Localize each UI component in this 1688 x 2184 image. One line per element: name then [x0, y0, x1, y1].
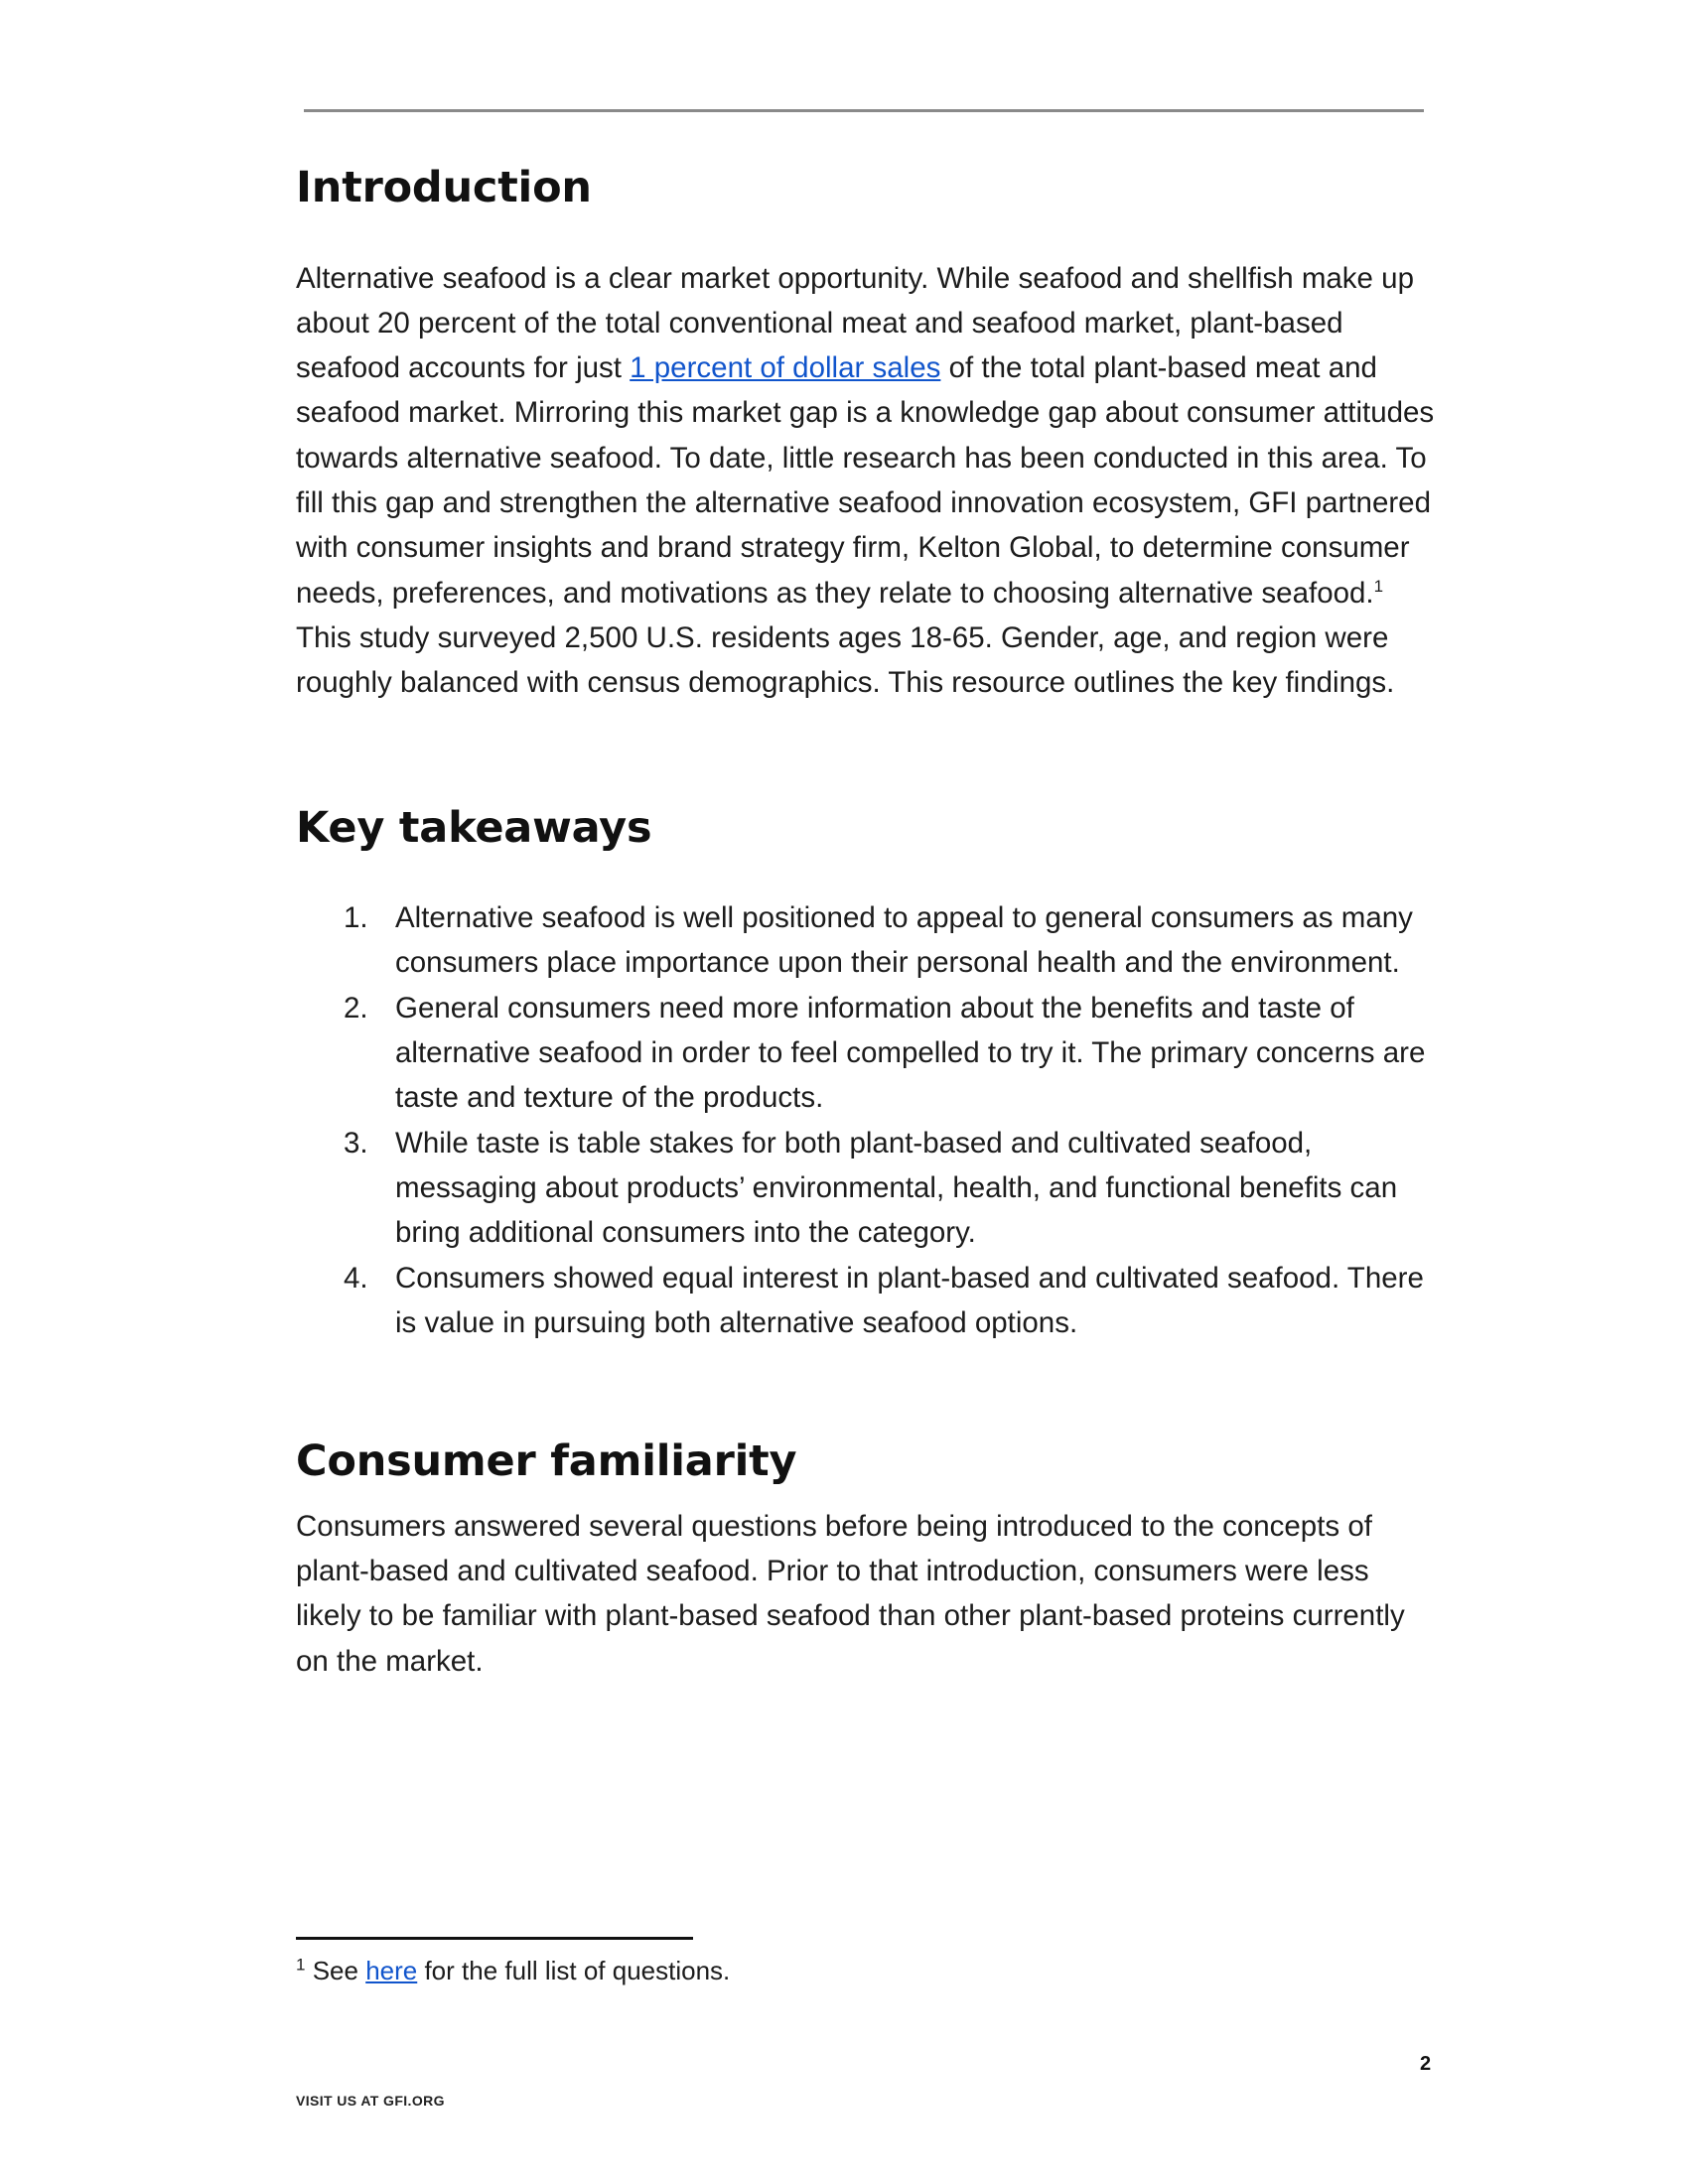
- footnote-divider: [296, 1937, 693, 1940]
- introduction-text-part-1: Alternative seafood is a clear market opportunity. While seafood and shellfish make up about 20 percent of the total conventional meat and seafood market, plant-based seafood accounts for just: [296, 261, 1414, 385]
- introduction-heading: Introduction: [296, 163, 592, 212]
- list-item-number: 4.: [344, 1261, 368, 1295]
- consumer-familiarity-paragraph: Consumers answered several questions before being introduced to the concepts of plant-based and cultivated seafood. Prior to that introduction, consumers were less likely to be familiar with plant-based seafood than other plant-based proteins currently on the market.: [296, 1509, 1405, 1678]
- footnote-text-part-2: for the full list of questions.: [417, 1956, 731, 1985]
- dollar-sales-link[interactable]: 1 percent of dollar sales: [630, 351, 941, 385]
- page-number: 2: [1420, 2053, 1432, 2075]
- footer-website: VISIT US AT GFI.ORG: [296, 2093, 445, 2109]
- list-item-text: General consumers need more information about the benefits and taste of alternative seafood in order to feel compelled to try it. The primary concerns are taste and texture of the products.: [395, 991, 1426, 1115]
- list-item: [344, 1256, 1438, 1346]
- consumer-familiarity-heading: Consumer familiarity: [296, 1436, 797, 1487]
- questions-here-link[interactable]: here: [365, 1956, 418, 1985]
- list-item-number: 2.: [344, 991, 368, 1024]
- footnote-marker: 1: [296, 1955, 306, 1975]
- list-item-text: Alternative seafood is well positioned to appeal to general consumers as many consumers place importance upon their personal health and the environment.: [395, 901, 1413, 980]
- list-item-number: 1.: [344, 901, 368, 935]
- list-item: [344, 986, 1438, 1121]
- list-item-text: While taste is table stakes for both plant-based and cultivated seafood, messaging about products’ environmental, health, and functional benefits can bring additional consumers into the category.: [395, 1126, 1398, 1250]
- list-item: [344, 895, 1438, 986]
- key-takeaways-heading: Key takeaways: [296, 802, 652, 853]
- introduction-text-part-3: This study surveyed 2,500 U.S. residents ages 18-65. Gender, age, and region were roughly balanced with census demographics. This resource outlines the key findings.: [296, 620, 1395, 700]
- header-divider: [304, 109, 1424, 112]
- footnote-text-part-1: See: [305, 1956, 366, 1985]
- list-item: [344, 1121, 1438, 1256]
- introduction-paragraph: [296, 256, 1438, 706]
- list-item-text: Consumers showed equal interest in plant-based and cultivated seafood. There is value in pursuing both alternative seafood options.: [395, 1261, 1424, 1339]
- footnote: [296, 1954, 730, 1987]
- list-item-number: 3.: [344, 1126, 368, 1160]
- introduction-text-part-2: of the total plant-based meat and seafood market. Mirroring this market gap is a knowledge gap about consumer attitudes towards alternative seafood. To date, little research has been conducted in this area. To fill this gap and strengthen the alternative seafood innovation ecosystem, GFI partnered with consumer insights and brand strategy firm, Kelton Global, to determine consumer needs, preferences, and motivations as they relate to choosing alternative seafood.: [296, 351, 1435, 610]
- footnote-reference[interactable]: 1: [1373, 576, 1384, 596]
- key-takeaways-list: [296, 895, 1438, 1345]
- page-content: [296, 149, 1438, 1684]
